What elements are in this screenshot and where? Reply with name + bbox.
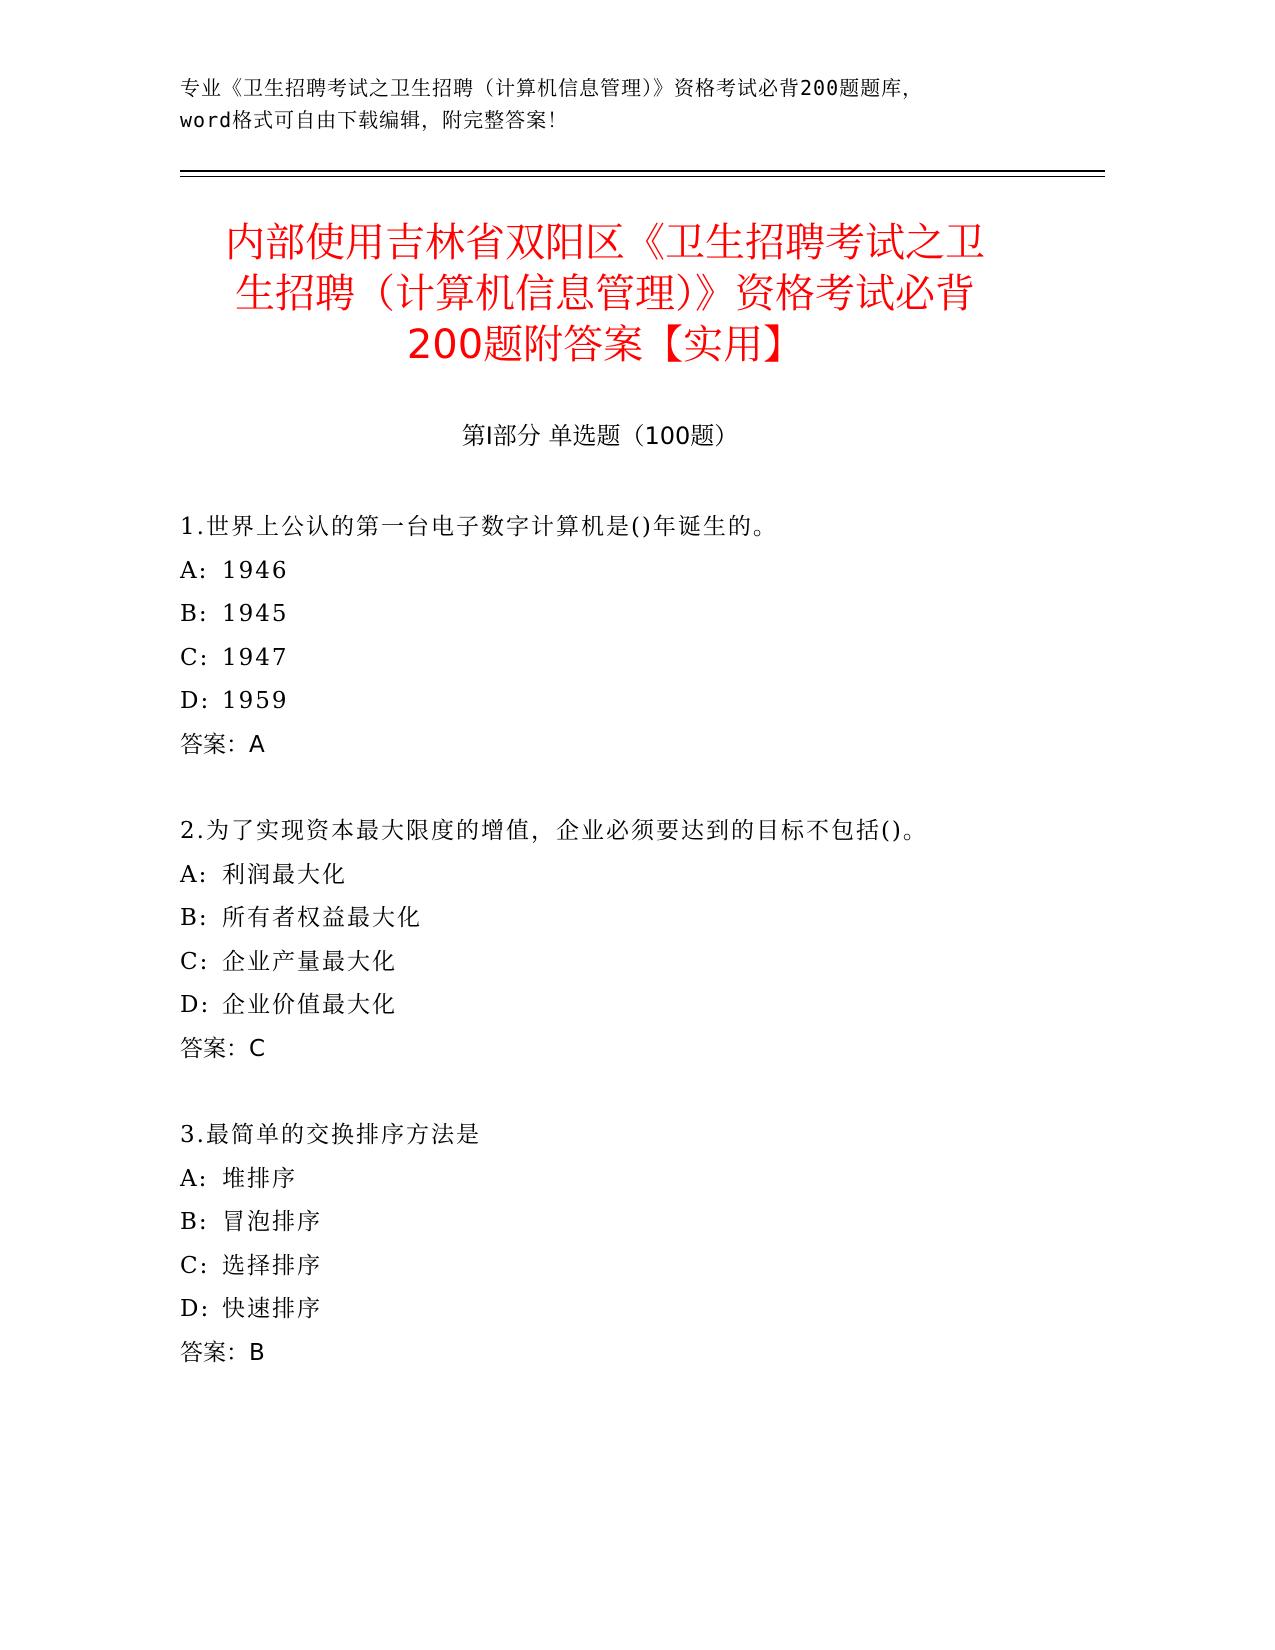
option-key: C: [180, 644, 210, 671]
option-key: D: [180, 992, 211, 1018]
option-a [180, 1158, 1130, 1202]
option-key: A: [180, 861, 209, 888]
option-text: 企业产量最大化 [222, 948, 397, 975]
option-text: 1945 [222, 601, 289, 627]
document-intro [180, 72, 1080, 136]
title-line-3: 200题附答案【实用】 [406, 322, 804, 368]
question-3 [180, 1114, 1130, 1375]
option-b [180, 593, 1130, 637]
option-text: 所有者权益最大化 [222, 905, 422, 931]
title-line-2: 生招聘（计算机信息管理）》资格考试必背 [235, 271, 975, 317]
option-key: C: [180, 948, 210, 975]
option-text: 堆排序 [222, 1165, 297, 1192]
option-key: B: [180, 601, 209, 627]
option-d [180, 984, 1130, 1028]
option-key: A: [180, 1165, 209, 1192]
option-key: D: [180, 1296, 211, 1322]
question-stem: 2.为了实现资本最大限度的增值，企业必须要达到的目标不包括()。 [180, 818, 928, 844]
option-key: D: [180, 688, 211, 714]
header-rule-thick [180, 170, 1105, 172]
intro-line-1: 专业《卫生招聘考试之卫生招聘（计算机信息管理）》资格考试必背200题题库， [180, 76, 924, 100]
option-text: 企业价值最大化 [222, 992, 397, 1018]
option-text: 选择排序 [222, 1252, 322, 1279]
answer-line: 答案：A [180, 731, 265, 758]
option-text: 1946 [222, 557, 289, 584]
option-key: C: [180, 1252, 210, 1279]
option-text: 1947 [222, 644, 289, 671]
document-title [150, 218, 1060, 371]
option-text: 冒泡排序 [222, 1209, 322, 1235]
question-1 [180, 506, 1130, 767]
question-list [180, 506, 1130, 1418]
title-line-1: 内部使用吉林省双阳区《卫生招聘考试之卫 [225, 220, 985, 266]
option-d [180, 1288, 1130, 1332]
intro-line-2: word格式可自由下载编辑，附完整答案！ [180, 108, 569, 132]
section-heading: 第Ⅰ部分 单选题（100题） [461, 422, 739, 450]
question-2 [180, 810, 1130, 1071]
option-c [180, 637, 1130, 681]
option-a [180, 854, 1130, 898]
option-key: B: [180, 1209, 209, 1235]
option-b [180, 1201, 1130, 1245]
option-a [180, 550, 1130, 594]
option-text: 1959 [222, 688, 289, 714]
question-stem: 3.最简单的交换排序方法是 [180, 1122, 481, 1148]
option-b [180, 897, 1130, 941]
option-key: B: [180, 905, 209, 931]
option-text: 快速排序 [222, 1296, 322, 1322]
option-c [180, 1245, 1130, 1289]
question-stem: 1.世界上公认的第一台电子数字计算机是()年诞生的。 [180, 514, 778, 540]
option-c [180, 941, 1130, 985]
option-key: A: [180, 557, 209, 584]
answer-line: 答案：B [180, 1339, 265, 1366]
answer-line: 答案：C [180, 1035, 266, 1062]
option-text: 利润最大化 [222, 861, 347, 888]
option-d [180, 680, 1130, 724]
header-rule-thin [180, 176, 1105, 177]
